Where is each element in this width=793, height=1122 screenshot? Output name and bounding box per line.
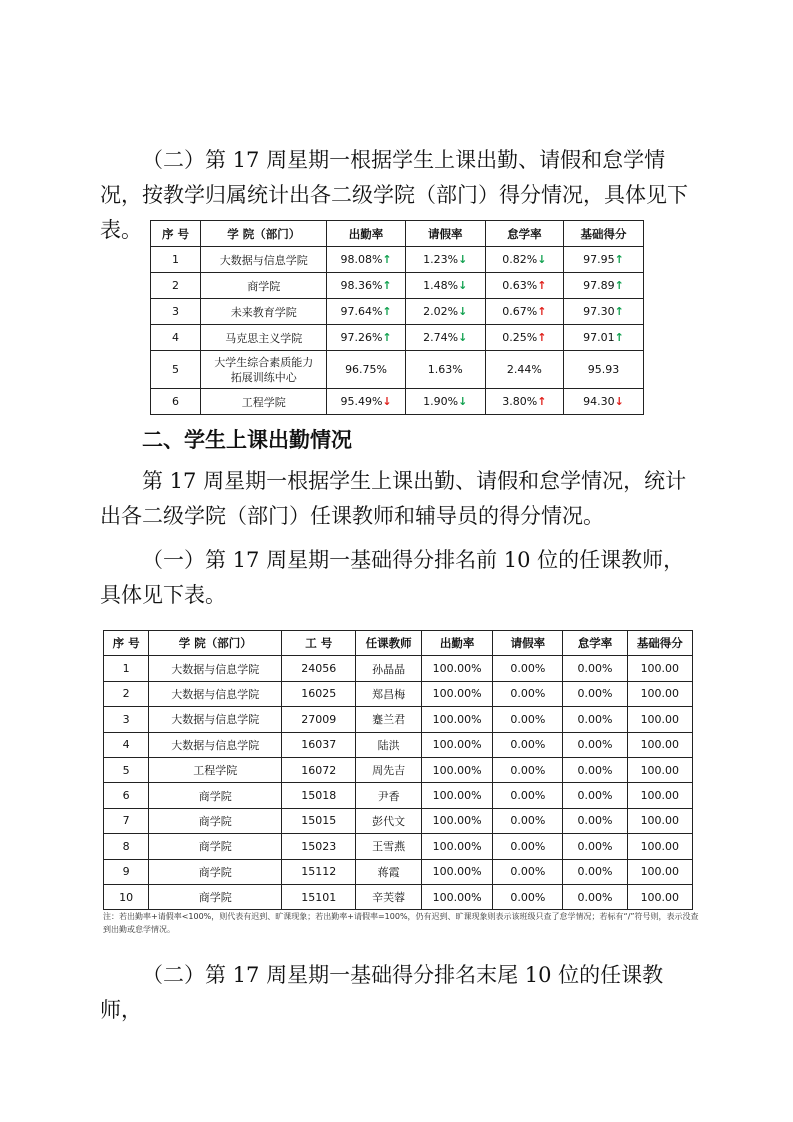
arrow-up-icon: ↑ [382, 279, 392, 292]
cell-no: 7 [104, 808, 149, 833]
cell-leave: 0.00% [493, 884, 563, 909]
col-header-no: 序 号 [104, 631, 149, 656]
cell-attend: 100.00% [421, 707, 492, 732]
cell-score: 100.00 [627, 884, 692, 909]
col-header-leave: 请假率 [405, 221, 485, 247]
cell-id: 15015 [282, 808, 356, 833]
cell-leave: 1.23%↓ [405, 247, 485, 273]
col-header-score: 基础得分 [563, 221, 643, 247]
cell-truancy: 0.00% [563, 808, 627, 833]
cell-leave: 0.00% [493, 859, 563, 884]
table-row [104, 707, 693, 732]
cell-leave: 1.48%↓ [405, 273, 485, 299]
arrow-down-icon: ↓ [458, 279, 468, 292]
arrow-up-icon: ↑ [537, 279, 547, 292]
cell-score: 100.00 [627, 808, 692, 833]
cell-truancy: 0.00% [563, 884, 627, 909]
cell-truancy: 0.00% [563, 732, 627, 757]
table-row [151, 299, 644, 325]
cell-leave: 1.90%↓ [405, 389, 485, 415]
cell-college: 大数据与信息学院 [149, 681, 282, 706]
paragraph-top10: （一）第 17 周星期一基础得分排名前 10 位的任课教师，具体见下表。 [100, 548, 685, 607]
cell-teacher: 郑昌梅 [356, 681, 422, 706]
cell-teacher: 陆洪 [356, 732, 422, 757]
cell-score: 100.00 [627, 707, 692, 732]
arrow-up-icon: ↑ [614, 253, 624, 266]
arrow-up-icon: ↑ [614, 331, 624, 344]
paragraph-bottom10: （二）第 17 周星期一基础得分排名末尾 10 位的任课教师， [100, 963, 664, 1022]
cell-attend: 100.00% [421, 834, 492, 859]
cell-no: 3 [104, 707, 149, 732]
col-header-attend: 出勤率 [421, 631, 492, 656]
cell-no: 4 [104, 732, 149, 757]
cell-score: 100.00 [627, 783, 692, 808]
cell-college: 大数据与信息学院 [149, 707, 282, 732]
cell-teacher: 周先吉 [356, 757, 422, 782]
cell-teacher: 辛芙蓉 [356, 884, 422, 909]
cell-attend: 100.00% [421, 656, 492, 681]
college-score-table [150, 220, 644, 415]
cell-attend: 100.00% [421, 783, 492, 808]
cell-leave: 0.00% [493, 808, 563, 833]
col-header-college: 学 院（部门） [201, 221, 327, 247]
arrow-up-icon: ↑ [537, 395, 547, 408]
cell-attend: 98.36%↑ [327, 273, 405, 299]
cell-score: 100.00 [627, 757, 692, 782]
cell-truancy: 0.00% [563, 656, 627, 681]
cell-college: 大数据与信息学院 [149, 732, 282, 757]
cell-college: 工程学院 [149, 757, 282, 782]
col-header-no: 序 号 [151, 221, 201, 247]
cell-truancy: 0.00% [563, 834, 627, 859]
arrow-up-icon: ↑ [614, 305, 624, 318]
cell-truancy: 0.25%↑ [485, 325, 563, 351]
cell-college: 大学生综合素质能力 拓展训练中心 [201, 351, 327, 389]
table-row [151, 247, 644, 273]
cell-no: 3 [151, 299, 201, 325]
col-header-truancy: 怠学率 [563, 631, 627, 656]
cell-college: 马克思主义学院 [201, 325, 327, 351]
cell-college: 商学院 [149, 834, 282, 859]
table-row [151, 351, 644, 389]
cell-score: 97.01↑ [563, 325, 643, 351]
cell-no: 8 [104, 834, 149, 859]
cell-score: 97.30↑ [563, 299, 643, 325]
cell-score: 100.00 [627, 732, 692, 757]
arrow-down-icon: ↓ [382, 395, 392, 408]
paragraph-summary: 第 17 周星期一根据学生上课出勤、请假和怠学情况，统计出各二级学院（部门）任课教师和辅导员的得分情况。 [100, 469, 687, 528]
cell-truancy: 0.00% [563, 783, 627, 808]
cell-id: 27009 [282, 707, 356, 732]
cell-college: 商学院 [149, 884, 282, 909]
col-header-score: 基础得分 [627, 631, 692, 656]
cell-truancy: 3.80%↑ [485, 389, 563, 415]
table-header-row [104, 631, 693, 656]
cell-no: 9 [104, 859, 149, 884]
cell-no: 1 [151, 247, 201, 273]
cell-no: 5 [104, 757, 149, 782]
arrow-up-icon: ↑ [382, 331, 392, 344]
cell-attend: 100.00% [421, 732, 492, 757]
cell-leave: 0.00% [493, 707, 563, 732]
cell-leave: 0.00% [493, 656, 563, 681]
cell-leave: 0.00% [493, 757, 563, 782]
cell-score: 100.00 [627, 656, 692, 681]
table-row [104, 834, 693, 859]
arrow-down-icon: ↓ [458, 395, 468, 408]
col-header-truancy: 怠学率 [485, 221, 563, 247]
cell-college: 商学院 [201, 273, 327, 299]
arrow-up-icon: ↑ [537, 331, 547, 344]
cell-truancy: 2.44% [485, 351, 563, 389]
cell-truancy: 0.00% [563, 681, 627, 706]
cell-college: 大数据与信息学院 [149, 656, 282, 681]
cell-leave: 0.00% [493, 681, 563, 706]
arrow-down-icon: ↓ [458, 331, 468, 344]
cell-no: 4 [151, 325, 201, 351]
cell-no: 2 [104, 681, 149, 706]
col-header-teacher: 任课教师 [356, 631, 422, 656]
cell-leave: 2.74%↓ [405, 325, 485, 351]
cell-college: 工程学院 [201, 389, 327, 415]
table-row [104, 681, 693, 706]
table-row [104, 656, 693, 681]
cell-score: 100.00 [627, 859, 692, 884]
cell-attend: 100.00% [421, 859, 492, 884]
cell-id: 16037 [282, 732, 356, 757]
cell-teacher: 王雪燕 [356, 834, 422, 859]
col-header-id: 工 号 [282, 631, 356, 656]
cell-college: 大数据与信息学院 [201, 247, 327, 273]
arrow-down-icon: ↓ [614, 395, 624, 408]
cell-no: 6 [104, 783, 149, 808]
cell-college: 未来教育学院 [201, 299, 327, 325]
teacher-top10-table [103, 630, 693, 910]
table-note: 注：若出勤率+请假率<100%，则代表有迟到、旷课现象；若出勤率+请假率=100%，仍有迟到、旷课现象则表示该班级只查了怠学情况；若标有“/”符号则，表示没查到出勤或怠学情况。 [103, 912, 699, 934]
col-header-attend: 出勤率 [327, 221, 405, 247]
cell-leave: 0.00% [493, 732, 563, 757]
table-row [151, 273, 644, 299]
cell-score: 95.93 [563, 351, 643, 389]
col-header-leave: 请假率 [493, 631, 563, 656]
cell-college: 商学院 [149, 859, 282, 884]
cell-attend: 100.00% [421, 808, 492, 833]
table-row [104, 732, 693, 757]
cell-id: 15112 [282, 859, 356, 884]
cell-id: 15018 [282, 783, 356, 808]
cell-teacher: 蹇兰君 [356, 707, 422, 732]
cell-teacher: 尹香 [356, 783, 422, 808]
cell-truancy: 0.63%↑ [485, 273, 563, 299]
cell-leave: 0.00% [493, 783, 563, 808]
cell-attend: 95.49%↓ [327, 389, 405, 415]
cell-id: 15101 [282, 884, 356, 909]
cell-id: 24056 [282, 656, 356, 681]
cell-truancy: 0.82%↓ [485, 247, 563, 273]
cell-teacher: 彭代文 [356, 808, 422, 833]
arrow-up-icon: ↑ [614, 279, 624, 292]
cell-attend: 97.26%↑ [327, 325, 405, 351]
cell-truancy: 0.00% [563, 707, 627, 732]
cell-truancy: 0.67%↑ [485, 299, 563, 325]
cell-no: 1 [104, 656, 149, 681]
table-header-row [151, 221, 644, 247]
table-row [151, 389, 644, 415]
cell-leave: 0.00% [493, 834, 563, 859]
arrow-down-icon: ↓ [458, 253, 468, 266]
table-row [104, 808, 693, 833]
table-row [104, 783, 693, 808]
section-heading: 二、学生上课出勤情况 [142, 428, 352, 452]
arrow-up-icon: ↑ [382, 305, 392, 318]
cell-no: 5 [151, 351, 201, 389]
cell-college: 商学院 [149, 808, 282, 833]
cell-attend: 97.64%↑ [327, 299, 405, 325]
cell-teacher: 孙晶晶 [356, 656, 422, 681]
cell-score: 100.00 [627, 681, 692, 706]
cell-no: 6 [151, 389, 201, 415]
cell-id: 15023 [282, 834, 356, 859]
cell-leave: 1.63% [405, 351, 485, 389]
paragraph-intro: （二）第 17 周星期一根据学生上课出勤、请假和怠学情况，按教学归属统计出各二级学院（部门）得分情况，具体见下表。 [100, 148, 688, 242]
cell-id: 16072 [282, 757, 356, 782]
table-row [104, 884, 693, 909]
table-row [104, 757, 693, 782]
arrow-up-icon: ↑ [382, 253, 392, 266]
cell-college: 商学院 [149, 783, 282, 808]
arrow-up-icon: ↑ [537, 305, 547, 318]
cell-score: 94.30↓ [563, 389, 643, 415]
cell-attend: 100.00% [421, 884, 492, 909]
cell-attend: 98.08%↑ [327, 247, 405, 273]
cell-teacher: 蒋霞 [356, 859, 422, 884]
cell-score: 100.00 [627, 834, 692, 859]
table-row [104, 859, 693, 884]
cell-attend: 100.00% [421, 681, 492, 706]
arrow-down-icon: ↓ [537, 253, 547, 266]
arrow-down-icon: ↓ [458, 305, 468, 318]
cell-truancy: 0.00% [563, 757, 627, 782]
cell-no: 10 [104, 884, 149, 909]
cell-leave: 2.02%↓ [405, 299, 485, 325]
cell-id: 16025 [282, 681, 356, 706]
cell-score: 97.95↑ [563, 247, 643, 273]
cell-attend: 96.75% [327, 351, 405, 389]
col-header-college: 学 院（部门） [149, 631, 282, 656]
cell-no: 2 [151, 273, 201, 299]
cell-truancy: 0.00% [563, 859, 627, 884]
table-row [151, 325, 644, 351]
cell-score: 97.89↑ [563, 273, 643, 299]
cell-attend: 100.00% [421, 757, 492, 782]
